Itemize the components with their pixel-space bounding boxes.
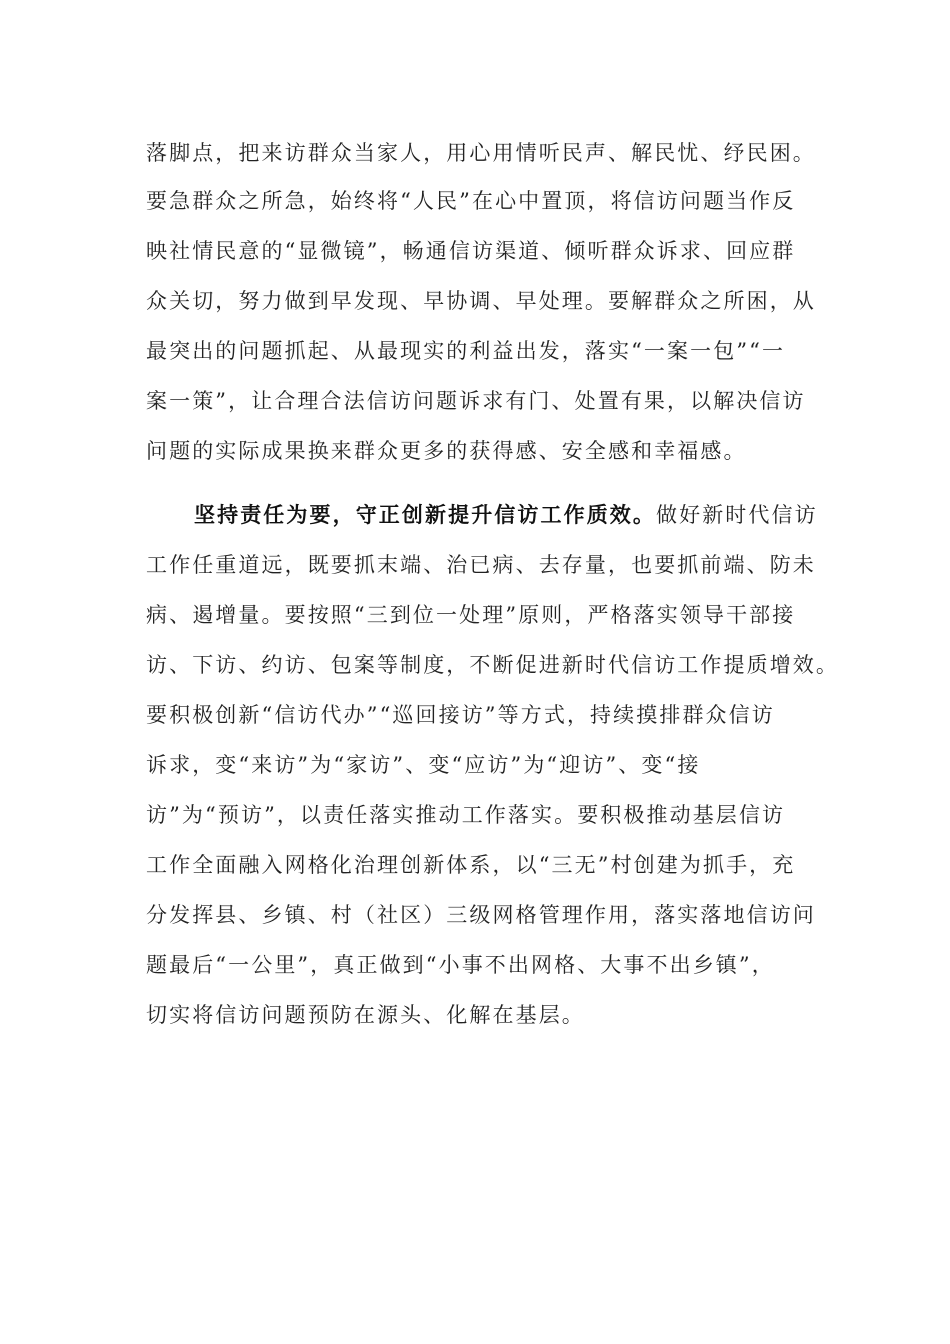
paragraph-1-line-7: 问题的实际成果换来群众更多的获得感、安全感和幸福感。 — [146, 439, 747, 463]
paragraph-2-line-10: 题最后“一公里”，真正做到“小事不出网格、大事不出乡镇”， — [146, 953, 775, 977]
paragraph-1-line-4: 众关切，努力做到早发现、早协调、早处理。要解群众之所困，从 — [146, 289, 816, 313]
paragraph-1-line-3: 映社情民意的“显微镜”，畅通信访渠道、倾听群众诉求、回应群 — [146, 239, 796, 263]
paragraph-2-line-11: 切实将信访问题预防在源头、化解在基层。 — [146, 1003, 585, 1027]
paragraph-1-line-6: 案一策”，让合理合法信访问题诉求有门、处置有果，以解决信访 — [146, 389, 806, 413]
paragraph-2-line-7: 访”为“预访”，以责任落实推动工作落实。要积极推动基层信访 — [146, 803, 786, 827]
paragraph-2-line-4: 访、下访、约访、包案等制度，不断促进新时代信访工作提质增效。 — [146, 653, 839, 677]
paragraph-2-line-6: 诉求，变“来访”为“家访”、变“应访”为“迎访”、变“接 — [146, 753, 701, 777]
paragraph-1-line-1: 落脚点，把来访群众当家人，用心用情听民声、解民忧、纾民困。 — [146, 141, 816, 165]
paragraph-1-line-2: 要急群众之所急，始终将“人民”在心中置顶，将信访问题当作反 — [146, 189, 796, 213]
paragraph-2-line-1-rest: 做好新时代信访 — [656, 503, 818, 527]
paragraph-2-line-1 — [194, 501, 818, 529]
paragraph-2-heading: 坚持责任为要，守正创新提升信访工作质效。 — [194, 502, 656, 527]
paragraph-2-line-3: 病、遏增量。要按照“三到位一处理”原则，严格落实领导干部接 — [146, 603, 796, 627]
paragraph-2-line-9: 分发挥县、乡镇、村（社区）三级网格管理作用，落实落地信访问 — [146, 903, 816, 927]
paragraph-2-line-2: 工作任重道远，既要抓末端、治已病、去存量，也要抓前端、防未 — [146, 553, 816, 577]
paragraph-2-line-5: 要积极创新“信访代办”“巡回接访”等方式，持续摸排群众信访 — [146, 703, 775, 727]
paragraph-1-line-5: 最突出的问题抓起、从最现实的利益出发，落实“一案一包”“一 — [146, 339, 786, 363]
paragraph-2-line-8: 工作全面融入网格化治理创新体系，以“三无”村创建为抓手，充 — [146, 853, 796, 877]
